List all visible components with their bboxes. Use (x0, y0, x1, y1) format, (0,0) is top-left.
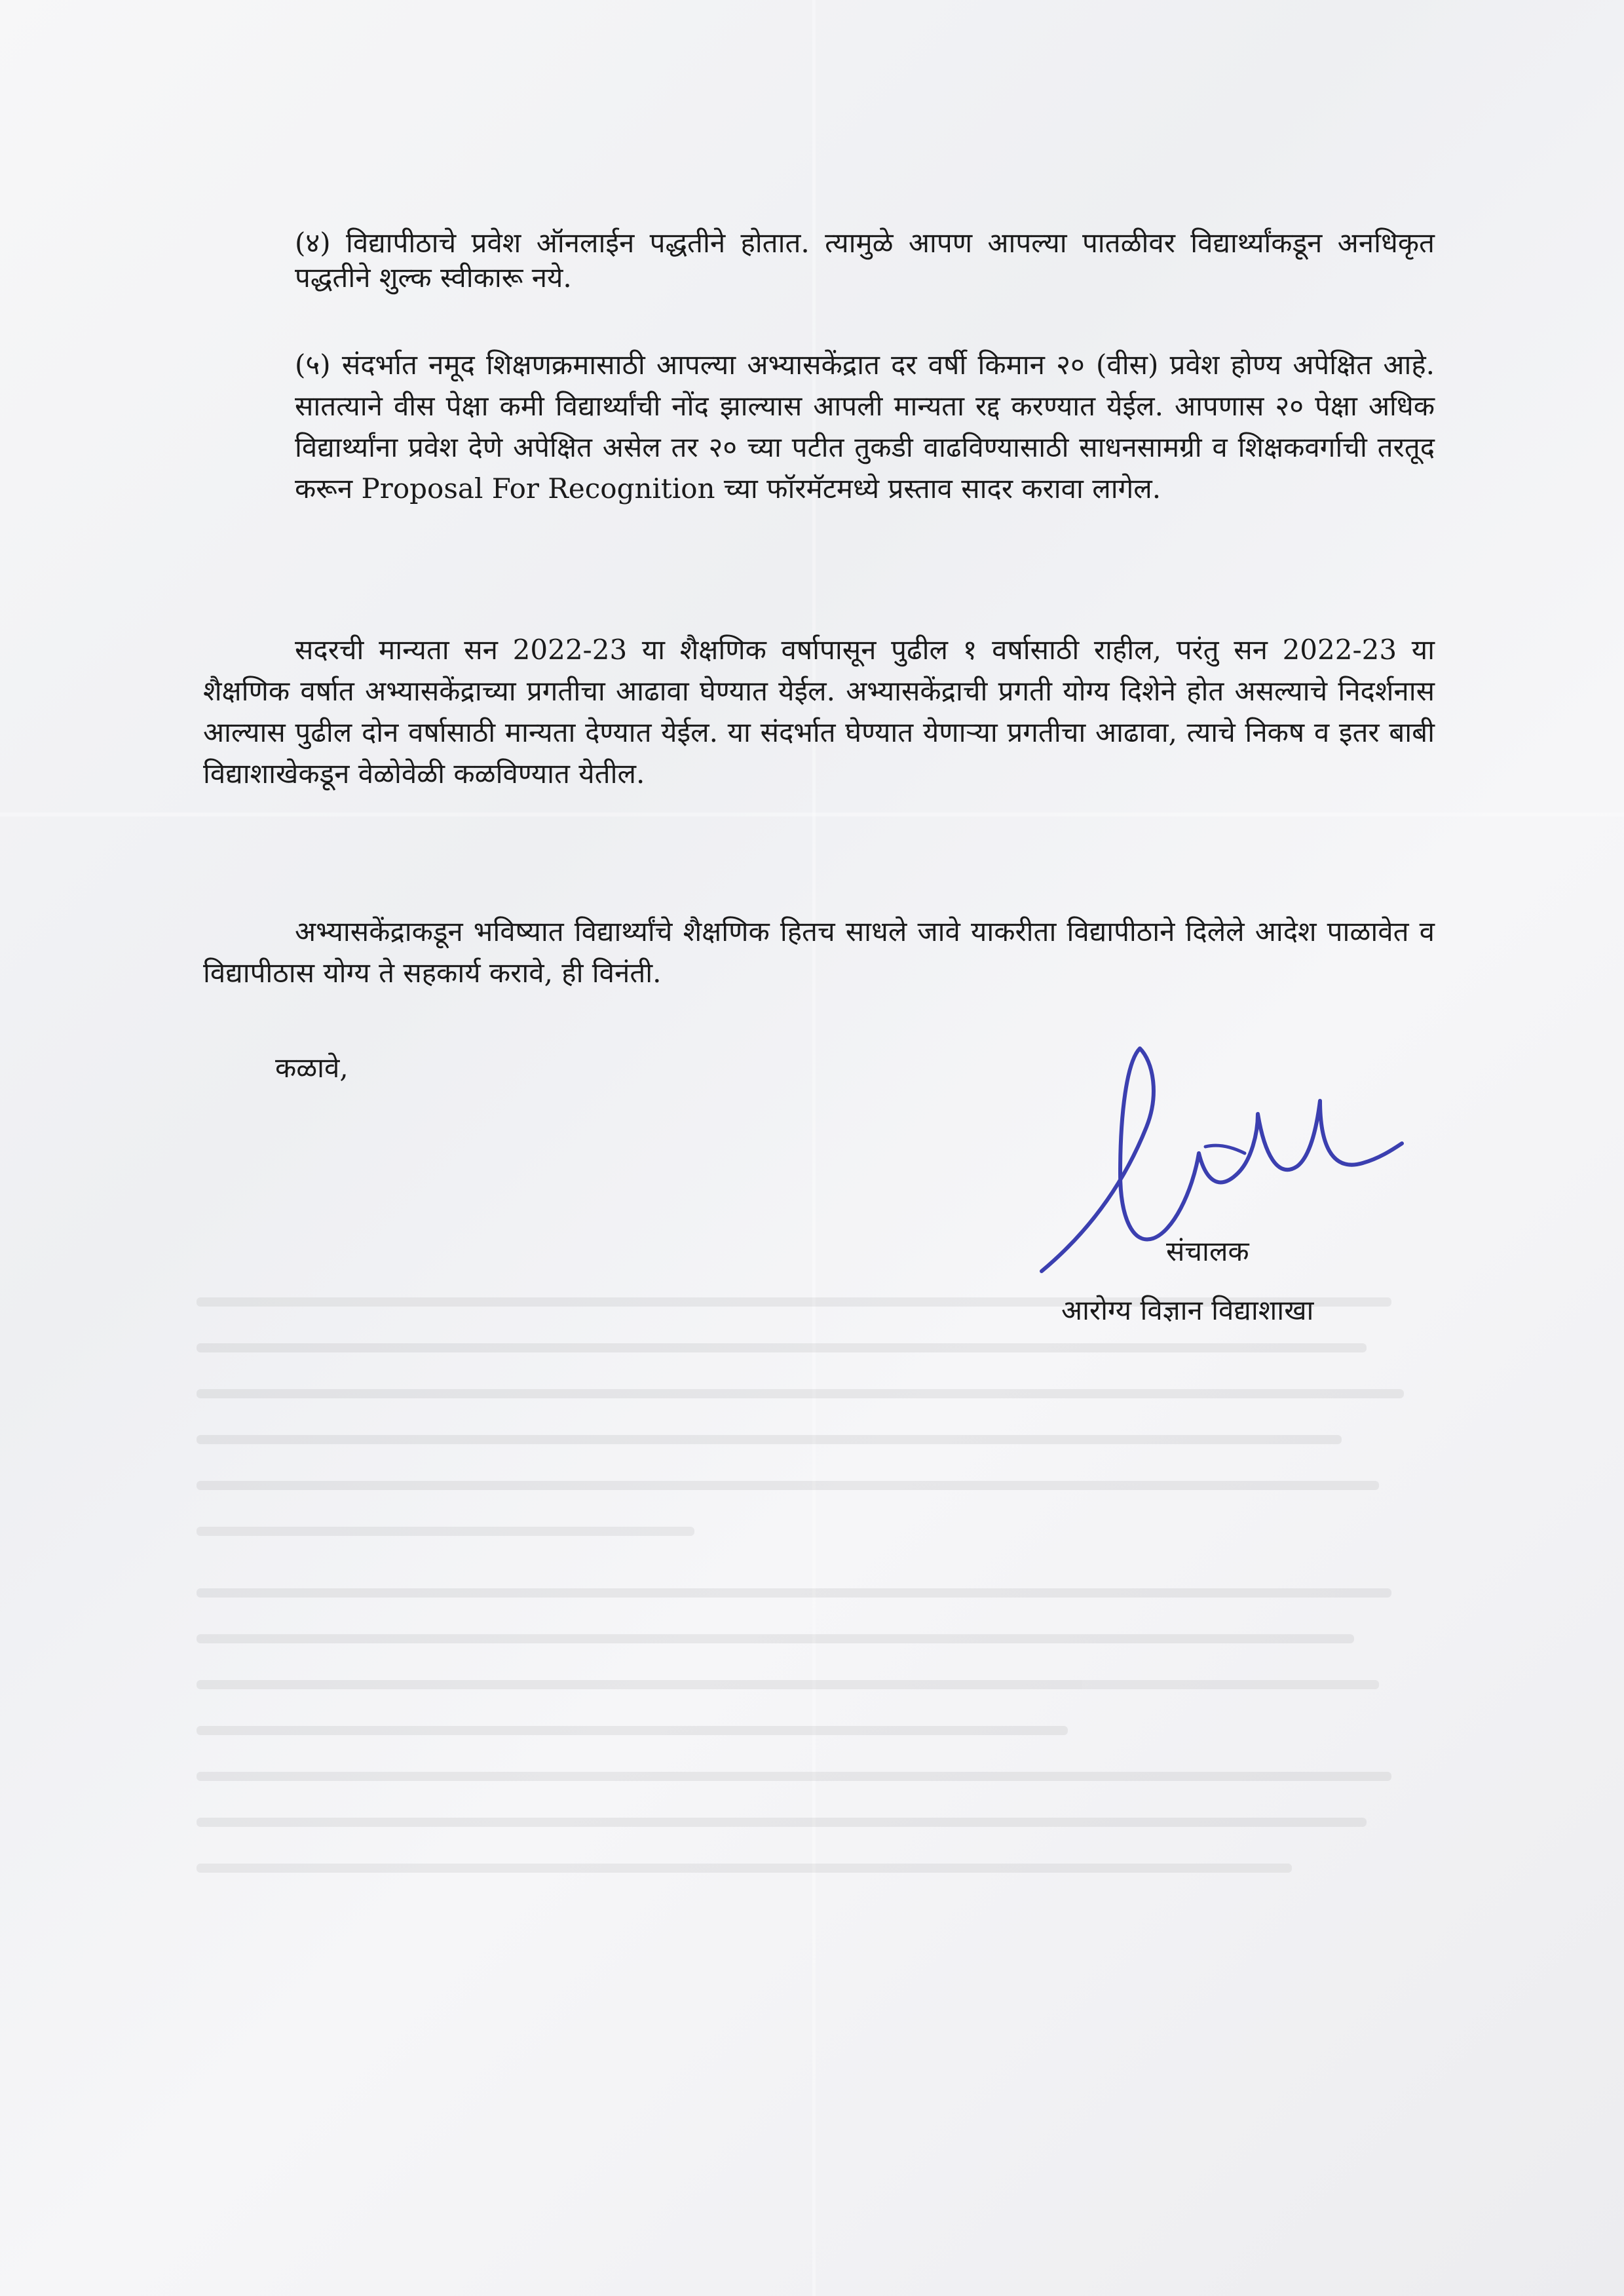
item-text: संदर्भात नमूद शिक्षणक्रमासाठी आपल्या अभ्यासकेंद्रात दर वर्षी किमान २० (वीस) प्रवेश होण्य अपेक्षित आहे. सातत्याने वीस पेक्षा कमी विद्यार्थ्यांची नोंद झाल्यास आपली मान्यता रद्द करण्यात येईल. आपणास २० पेक्षा अधिक विद्यार्थ्यांना प्रवेश देणे अपेक्षित असेल तर २० च्या पटीत तुकडी वाढविण्यासाठी साधनसामग्री व शिक्षकवर्गाची तरतूद करून Proposal For Recognition च्या फॉरमॅटमध्ये प्रस्ताव सादर करावा लागेल. (295, 349, 1435, 505)
item-number: (४) (295, 227, 331, 259)
request-paragraph: अभ्यासकेंद्राकडून भविष्यात विद्यार्थ्यांचे शैक्षणिक हितच साधले जावे याकरीता विद्यापीठाने दिलेले आदेश पाळावेत व विद्यापीठास योग्य ते सहकार्य करावे, ही विनंती. (203, 915, 1435, 989)
item-number: (५) (295, 349, 331, 381)
item-text: विद्यापीठाचे प्रवेश ऑनलाईन पद्धतीने होतात. त्यामुळे आपण आपल्या पातळीवर विद्यार्थ्यांकडून अनधिकृत पद्धतीने शुल्क स्वीकारू नये. (295, 227, 1435, 294)
department-name: आरोग्य विज्ञान विद्याशाखा (1061, 1294, 1314, 1326)
designation: संचालक (1166, 1235, 1249, 1267)
validity-paragraph: सदरची मान्यता सन 2022-23 या शैक्षणिक वर्षापासून पुढील १ वर्षासाठी राहील, परंतु सन 2022-23 या शैक्षणिक वर्षात अभ्यासकेंद्राच्या प्रगतीचा आढावा घेण्यात येईल. अभ्यासकेंद्राची प्रगती योग्य दिशेने होत असल्याचे निदर्शनास आल्यास पुढील दोन वर्षासाठी मान्यता देण्यात येईल. या संदर्भात घेण्यात येणाऱ्या प्रगतीचा आढावा, त्याचे निकष व इतर बाबी विद्याशाखेकडून वेळोवेळी कळविण्यात येतील. (203, 634, 1435, 790)
paper-fold (0, 813, 1624, 816)
closing-salutation: कळावे, (275, 1052, 349, 1084)
list-item-5 (295, 344, 1435, 509)
list-item-4 (295, 226, 1435, 295)
show-through-text (197, 1297, 1441, 2051)
